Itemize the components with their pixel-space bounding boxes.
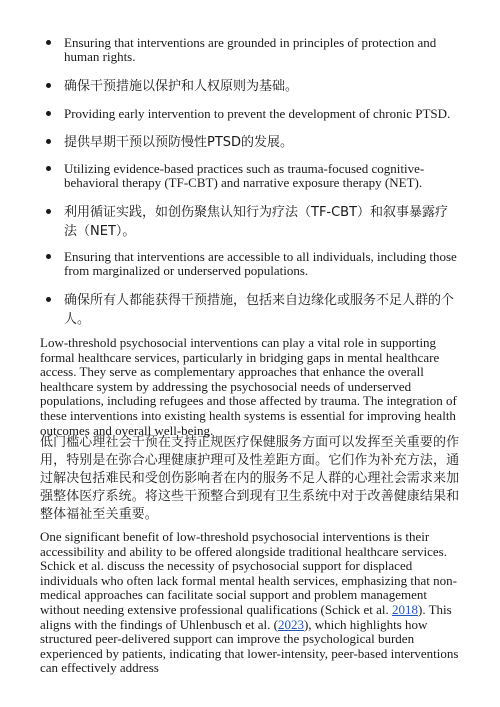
bullet-dot-icon	[46, 166, 51, 171]
citation-link[interactable]: 2023	[277, 616, 304, 632]
bullet-dot-icon	[46, 83, 51, 88]
bullet-dot-icon	[46, 209, 51, 214]
citation-link[interactable]: 2018	[392, 601, 418, 617]
bullet-text: Utilizing evidence-based practices such as trauma-focused cognitive-behavioral therapy (TF-CBT) and narrative exposure therapy (NET).	[64, 161, 425, 190]
bullet-text: Ensuring that interventions are grounded in principles of protection and human rights.	[64, 35, 437, 64]
bullet-item	[64, 107, 464, 121]
bullet-item	[64, 203, 454, 241]
bullet-item	[64, 133, 454, 152]
bullet-text: 提供早期干预以预防慢性PTSD的发展。	[64, 135, 294, 150]
bullet-text: Providing early intervention to prevent the development of chronic PTSD.	[64, 106, 451, 121]
paragraph-text: ). This aligns with the findings of Uhlenbusch et al. (	[40, 601, 452, 632]
bullet-item	[64, 36, 464, 64]
bullet-item	[64, 250, 464, 278]
bullet-dot-icon	[46, 254, 51, 259]
bullet-text: 确保所有人都能获得干预措施，包括来自边缘化或服务不足人群的个人。	[64, 293, 455, 327]
bullet-text: 利用循证实践，如创伤聚焦认知行为疗法（TF-CBT）和叙事暴露疗法（NET）。	[64, 205, 449, 239]
paragraph-zh: 低门槛心理社会干预在支持正规医疗保健服务方面可以发挥至关重要的作用，特别是在弥合心理健康护理可及性差距方面。它们作为补充方法，通过解决包括难民和受创伤影响者在内的服务不足人群的心理社会需求来加强整体医疗系统。将这些干预整合到现有卫生系统中对于改善健康结果和整体福祉至关重要。	[40, 435, 460, 522]
paragraph-text: ), which highlights how structured peer-delivered support can improve the psychological burden experienced by patients, indicating that lower-intensity, peer-based interventions can effectively address	[40, 616, 459, 676]
paragraph-en-2	[40, 530, 462, 676]
bullet-text: 确保干预措施以保护和人权原则为基础。	[64, 79, 299, 94]
bullet-text: Ensuring that interventions are accessible to all individuals, including those from marginalized or underserved populations.	[64, 249, 457, 278]
bullet-item	[64, 291, 454, 329]
bullet-dot-icon	[46, 139, 51, 144]
bullet-item	[64, 162, 464, 190]
bullet-dot-icon	[46, 40, 51, 45]
paragraph-en: Low-threshold psychosocial interventions can play a vital role in supporting formal healthcare services, particularly in bridging gaps in mental healthcare access. They serve as complementary approaches that enhance the overall healthcare system by addressing the psychosocial needs of underserved populations, including refugees and those affected by trauma. The integration of these interventions into existing health systems is essential for improving health outcomes and overall well-being.	[40, 335, 457, 438]
bullet-dot-icon	[46, 111, 51, 116]
paragraph-text: One significant benefit of low-threshold psychosocial interventions is their accessibility and ability to be offered alongside traditional healthcare services. Schick et al. discuss the necessity of psychosocial support for displaced individuals who often lack formal mental health services, emphasizing that non-medical approaches can facilitate social support and problem management without needing extensive professional qualifications (Schick et al.	[40, 529, 457, 617]
bullet-dot-icon	[46, 297, 51, 302]
bullet-item	[64, 77, 454, 96]
